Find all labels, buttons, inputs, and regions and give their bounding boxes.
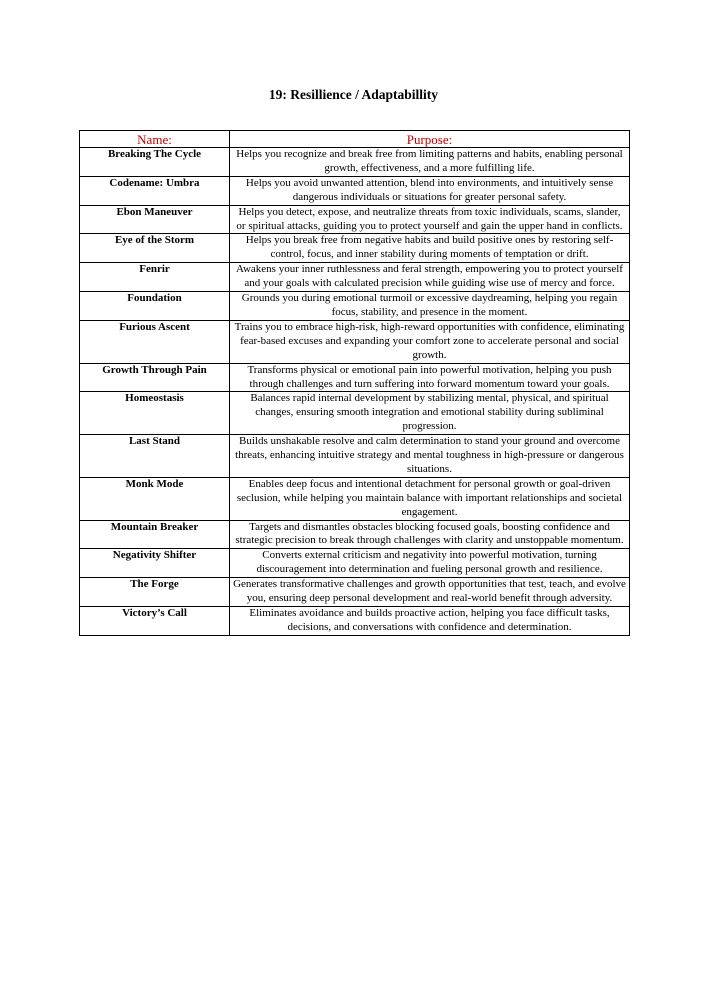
table-row (80, 477, 630, 520)
row-purpose: Converts external criticism and negativity into powerful motivation, turning discouragement into determination and fueling personal growth and resilience. (230, 549, 630, 578)
table-row (80, 549, 630, 578)
row-purpose: Targets and dismantles obstacles blocking focused goals, boosting confidence and strategic precision to break through challenges with clarity and unstoppable momentum. (230, 520, 630, 549)
table-row (80, 292, 630, 321)
table-header-row (80, 131, 630, 148)
row-name: Negativity Shifter (80, 549, 230, 578)
row-name: Foundation (80, 292, 230, 321)
row-purpose: Trains you to embrace high-risk, high-reward opportunities with confidence, eliminating fear-based excuses and expanding your comfort zone to accelerate personal and social growth. (230, 320, 630, 363)
row-name: Mountain Breaker (80, 520, 230, 549)
purpose-column-header: Purpose: (230, 131, 630, 148)
row-purpose: Helps you detect, expose, and neutralize threats from toxic individuals, scams, slander, or spiritual attacks, guiding you to protect yourself and gain the upper hand in conflicts. (230, 205, 630, 234)
row-purpose: Grounds you during emotional turmoil or excessive daydreaming, helping you regain focus, stability, and presence in the moment. (230, 292, 630, 321)
row-name: Fenrir (80, 263, 230, 292)
row-purpose: Helps you avoid unwanted attention, blend into environments, and intuitively sense dangerous individuals or situations for greater personal safety. (230, 176, 630, 205)
row-purpose: Balances rapid internal development by stabilizing mental, physical, and spiritual changes, ensuring smooth integration and emotional stability during subliminal progression. (230, 392, 630, 435)
row-purpose: Eliminates avoidance and builds proactive action, helping you face difficult tasks, decisions, and conversations with confidence and determination. (230, 607, 630, 636)
row-name: Last Stand (80, 435, 230, 478)
row-name: The Forge (80, 578, 230, 607)
row-name: Victory’s Call (80, 607, 230, 636)
table-row (80, 234, 630, 263)
row-purpose: Builds unshakable resolve and calm determination to stand your ground and overcome threats, enhancing intuitive strategy and mental toughness in high-pressure or dangerous situations. (230, 435, 630, 478)
page-title: 19: Resillience / Adaptabillity (268, 87, 439, 102)
row-name: Breaking The Cycle (80, 148, 230, 177)
table-row (80, 148, 630, 177)
table-row (80, 363, 630, 392)
table-row (80, 263, 630, 292)
table-row (80, 205, 630, 234)
row-name: Furious Ascent (80, 320, 230, 363)
row-name: Monk Mode (80, 477, 230, 520)
table-row (80, 607, 630, 636)
row-purpose: Generates transformative challenges and growth opportunities that test, teach, and evolve you, ensuring deep personal development and real-world benefit through adversity. (230, 578, 630, 607)
row-purpose: Helps you break free from negative habits and build positive ones by restoring self-control, focus, and inner stability during moments of temptation or drift. (230, 234, 630, 263)
row-purpose: Awakens your inner ruthlessness and feral strength, empowering you to protect yourself and your goals with calculated precision while guiding wise use of mercy and force. (230, 263, 630, 292)
row-purpose: Enables deep focus and intentional detachment for personal growth or goal-driven seclusion, while helping you maintain balance with important relationships and societal engagement. (230, 477, 630, 520)
table-row (80, 578, 630, 607)
table-row (80, 320, 630, 363)
row-purpose: Transforms physical or emotional pain into powerful motivation, helping you push through challenges and turn suffering into forward momentum toward your goals. (230, 363, 630, 392)
row-name: Ebon Maneuver (80, 205, 230, 234)
table-row (80, 392, 630, 435)
row-name: Homeostasis (80, 392, 230, 435)
resilience-table (79, 130, 630, 636)
row-name: Eye of the Storm (80, 234, 230, 263)
table-row (80, 435, 630, 478)
table-row (80, 520, 630, 549)
row-name: Codename: Umbra (80, 176, 230, 205)
row-purpose: Helps you recognize and break free from limiting patterns and habits, enabling personal growth, effectiveness, and a more fulfilling life. (230, 148, 630, 177)
row-name: Growth Through Pain (80, 363, 230, 392)
table-row (80, 176, 630, 205)
name-column-header: Name: (80, 131, 230, 148)
